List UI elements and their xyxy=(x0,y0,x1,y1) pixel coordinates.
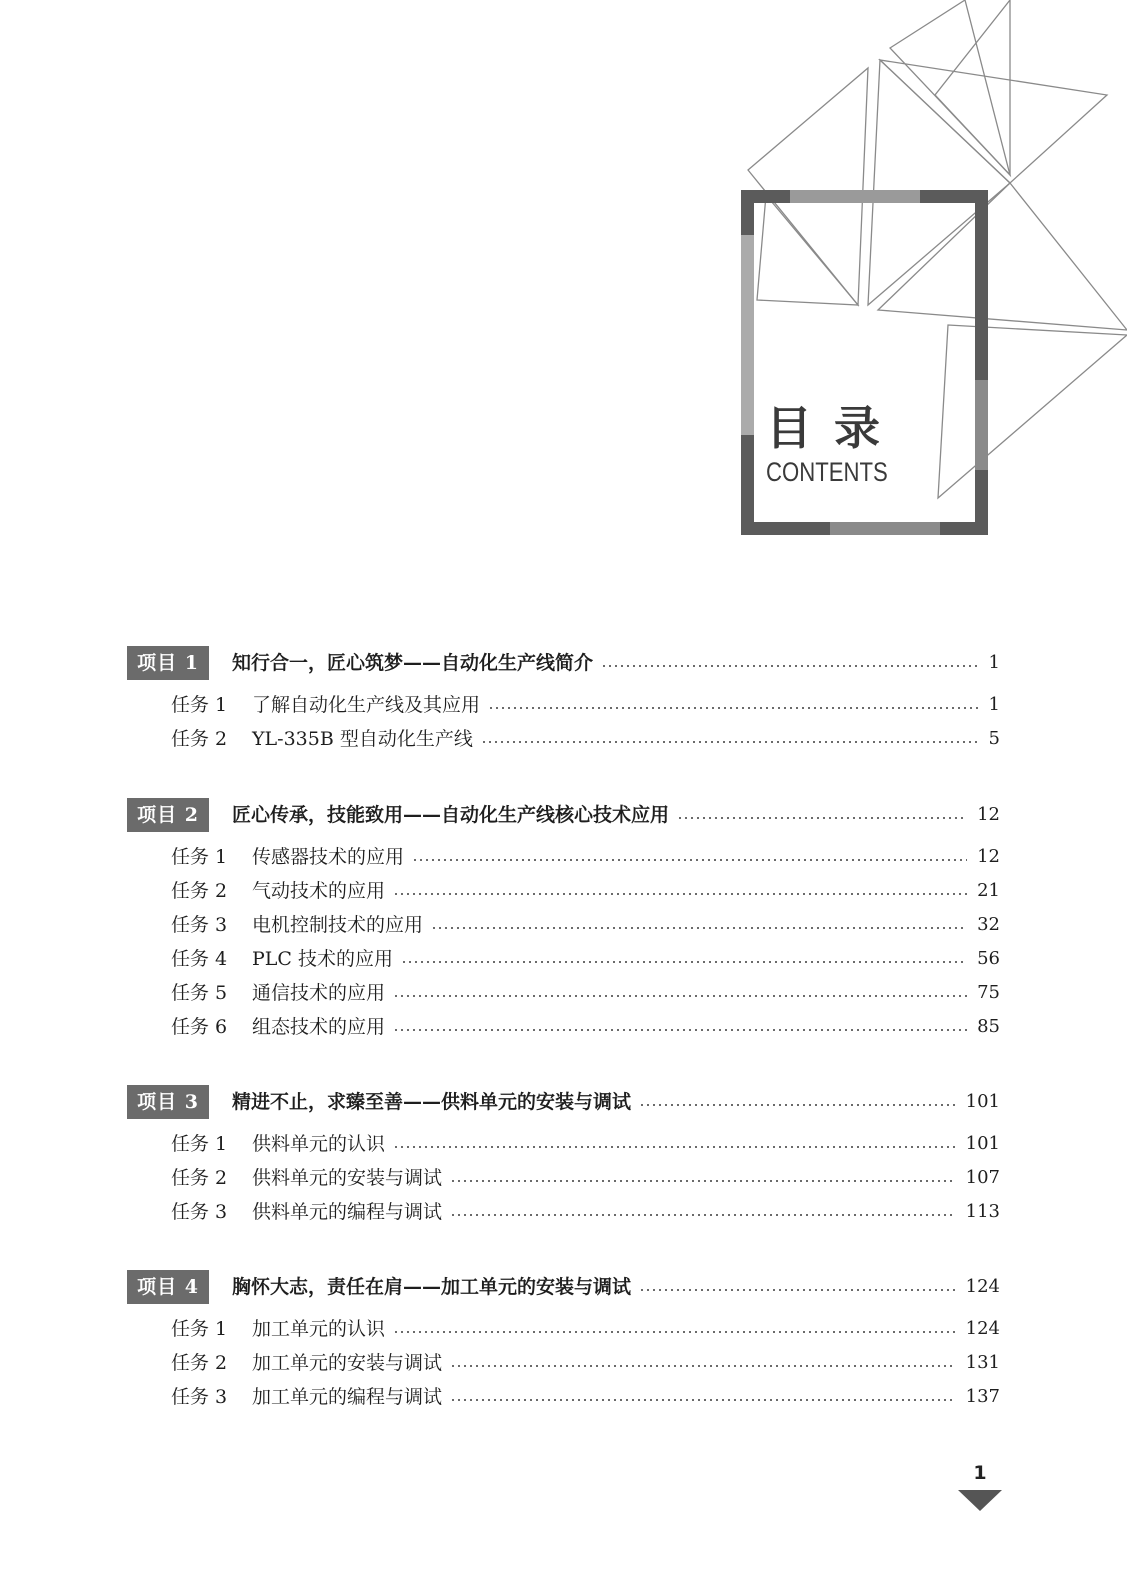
task-label: 任务 1 xyxy=(171,846,228,868)
task-title: YL-335B 型自动化生产线 xyxy=(252,728,473,750)
task-label: 任务 3 xyxy=(171,1201,228,1223)
task-title: 传感器技术的应用 xyxy=(252,846,405,868)
toc-project-row[interactable] xyxy=(0,1272,1127,1302)
toc-task-row[interactable] xyxy=(0,944,1127,974)
deco-triangle xyxy=(938,325,1127,498)
dot-leader xyxy=(639,1289,956,1291)
page-number: 1 xyxy=(973,1462,987,1484)
task-label: 任务 1 xyxy=(171,1133,228,1155)
task-label: 任务 2 xyxy=(171,1167,228,1189)
task-title: 供料单元的安装与调试 xyxy=(252,1167,443,1189)
task-title: 加工单元的认识 xyxy=(252,1318,386,1340)
task-label: 任务 4 xyxy=(171,948,228,970)
task-label: 任务 1 xyxy=(171,694,228,716)
toc-project-row[interactable] xyxy=(0,648,1127,678)
project-badge: 项目 4 xyxy=(127,1270,209,1304)
task-page: 5 xyxy=(988,728,1000,749)
project-title: 精进不止，求臻至善——供料单元的安装与调试 xyxy=(232,1091,632,1113)
dot-leader xyxy=(450,1214,956,1216)
dot-leader xyxy=(393,1331,956,1333)
dot-leader xyxy=(677,817,967,819)
task-page: 85 xyxy=(977,1016,1000,1037)
task-page: 137 xyxy=(965,1386,1000,1407)
task-page: 113 xyxy=(965,1201,1000,1222)
project-page: 1 xyxy=(988,652,1000,673)
task-label: 任务 5 xyxy=(171,982,228,1004)
toc-task-row[interactable] xyxy=(0,1163,1127,1193)
dot-leader xyxy=(450,1399,956,1401)
triangle-down-icon xyxy=(958,1490,1002,1512)
task-page: 101 xyxy=(965,1133,1000,1154)
dot-leader xyxy=(393,1146,956,1148)
task-label: 任务 3 xyxy=(171,914,228,936)
project-badge: 项目 1 xyxy=(127,646,209,680)
dot-leader xyxy=(431,927,967,929)
task-title: PLC 技术的应用 xyxy=(252,948,393,970)
deco-triangle xyxy=(748,68,868,305)
toc-task-row[interactable] xyxy=(0,724,1127,754)
dot-leader xyxy=(393,1029,967,1031)
task-page: 21 xyxy=(977,880,1000,901)
task-label: 任务 6 xyxy=(171,1016,228,1038)
task-page: 56 xyxy=(977,948,1000,969)
toc-task-row[interactable] xyxy=(0,910,1127,940)
title-en: CONTENTS xyxy=(766,457,888,487)
task-title: 加工单元的安装与调试 xyxy=(252,1352,443,1374)
task-page: 75 xyxy=(977,982,1000,1003)
dot-leader xyxy=(481,741,979,743)
project-badge: 项目 3 xyxy=(127,1085,209,1119)
task-page: 32 xyxy=(977,914,1000,935)
deco-triangle xyxy=(935,0,1010,175)
toc-task-row[interactable] xyxy=(0,1129,1127,1159)
task-title: 气动技术的应用 xyxy=(252,880,386,902)
task-page: 1 xyxy=(988,694,1000,715)
dot-leader xyxy=(450,1365,956,1367)
toc-task-row[interactable] xyxy=(0,1197,1127,1227)
task-label: 任务 1 xyxy=(171,1318,228,1340)
toc-task-row[interactable] xyxy=(0,978,1127,1008)
deco-triangle xyxy=(890,0,1010,175)
toc-task-row[interactable] xyxy=(0,876,1127,906)
project-title: 匠心传承，技能致用——自动化生产线核心技术应用 xyxy=(232,804,670,826)
project-title: 胸怀大志，责任在肩——加工单元的安装与调试 xyxy=(232,1276,632,1298)
task-label: 任务 2 xyxy=(171,880,228,902)
deco-triangle xyxy=(757,195,858,305)
dot-leader xyxy=(393,893,967,895)
dot-leader xyxy=(488,707,979,709)
dot-leader xyxy=(450,1180,956,1182)
decorative-triangles xyxy=(0,0,1127,560)
toc-project-row[interactable] xyxy=(0,800,1127,830)
toc-task-row[interactable] xyxy=(0,690,1127,720)
deco-triangle xyxy=(880,60,1107,183)
deco-triangle xyxy=(878,183,1127,330)
dot-leader xyxy=(393,995,967,997)
dot-leader xyxy=(601,665,979,667)
task-label: 任务 3 xyxy=(171,1386,228,1408)
toc-project-row[interactable] xyxy=(0,1087,1127,1117)
project-page: 12 xyxy=(977,804,1000,825)
task-title: 加工单元的编程与调试 xyxy=(252,1386,443,1408)
project-page: 101 xyxy=(965,1091,1000,1112)
task-page: 131 xyxy=(965,1352,1000,1373)
task-title: 电机控制技术的应用 xyxy=(252,914,424,936)
task-title: 组态技术的应用 xyxy=(252,1016,386,1038)
contents-title xyxy=(766,400,906,488)
task-page: 124 xyxy=(965,1318,1000,1339)
project-page: 124 xyxy=(965,1276,1000,1297)
toc-task-row[interactable] xyxy=(0,1012,1127,1042)
dot-leader xyxy=(401,961,967,963)
toc-task-row[interactable] xyxy=(0,1382,1127,1412)
task-title: 了解自动化生产线及其应用 xyxy=(252,694,481,716)
project-title: 知行合一，匠心筑梦——自动化生产线简介 xyxy=(232,652,594,674)
task-page: 107 xyxy=(965,1167,1000,1188)
project-badge: 项目 2 xyxy=(127,798,209,832)
task-label: 任务 2 xyxy=(171,1352,228,1374)
task-title: 通信技术的应用 xyxy=(252,982,386,1004)
task-title: 供料单元的认识 xyxy=(252,1133,386,1155)
deco-triangle xyxy=(868,60,1010,305)
title-zh: 目录 xyxy=(766,401,902,455)
toc-task-row[interactable] xyxy=(0,1314,1127,1344)
toc-task-row[interactable] xyxy=(0,1348,1127,1378)
task-title: 供料单元的编程与调试 xyxy=(252,1201,443,1223)
dot-leader xyxy=(639,1104,956,1106)
toc-task-row[interactable] xyxy=(0,842,1127,872)
task-page: 12 xyxy=(977,846,1000,867)
task-label: 任务 2 xyxy=(171,728,228,750)
dot-leader xyxy=(412,859,967,861)
